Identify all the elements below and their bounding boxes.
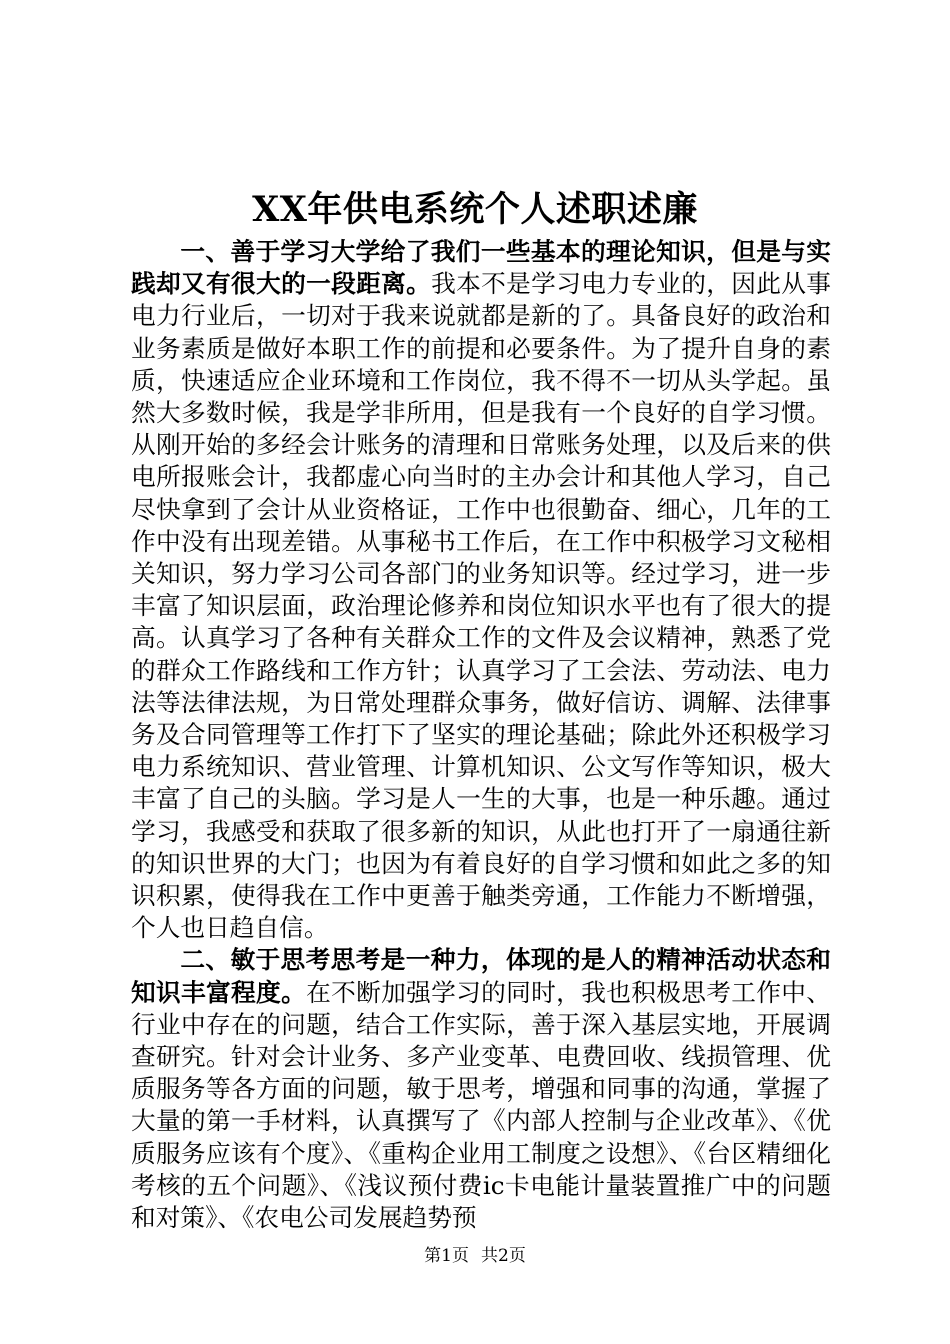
paragraph-heading: 二、敏于思考思考是一种力，体现的是人的精神活动状态和知识丰富程度。 (131, 945, 831, 1007)
paragraph-text: 在不断加强学习的同时，我也积极思考工作中、行业中存在的问题，结合工作实际，善于深入基层实地，开展调查研究。针对会计业务、多产业变革、电费回收、线损管理、优质服务等各方面的问题，敏于思考，增强和同事的沟通，掌握了大量的第一手材料，认真撰写了《内部人控制与企业改革》、《优质服务应该有个度》、《重构企业用工制度之设想》、《台区精细化考核的五个问题》、《浅议预付费ic卡电能计量装置推广中的问题和对策》、《农电公司发展趋势预 (131, 977, 831, 1233)
paragraph-thinking (131, 944, 831, 1234)
document-body (131, 236, 831, 1234)
page-number: 第1页 (424, 1246, 469, 1266)
page-total: 共2页 (481, 1246, 526, 1266)
paragraph-text: 我本不是学习电力专业的，因此从事电力行业后，一切对于我来说就都是新的了。具备良好的政治和业务素质是做好本职工作的前提和必要条件。为了提升自身的素质，快速适应企业环境和工作岗位，我不得不一切从头学起。虽然大多数时候，我是学非所用，但是我有一个良好的自学习惯。从刚开始的多经会计账务的清理和日常账务处理，以及后来的供电所报账会计，我都虚心向当时的主办会计和其他人学习，自己尽快拿到了会计从业资格证，工作中也很勤奋、细心，几年的工作中没有出现差错。从事秘书工作后，在工作中积极学习文秘相关知识，努力学习公司各部门的业务知识等。经过学习，进一步丰富了知识层面，政治理论修养和岗位知识水平也有了很大的提高。认真学习了各种有关群众工作的文件及会议精神，熟悉了党的群众工作路线和工作方针；认真学习了工会法、劳动法、电力法等法律法规，为日常处理群众事务，做好信访、调解、法律事务及合同管理等工作打下了坚实的理论基础；除此外还积极学习电力系统知识、营业管理、计算机知识、公文写作等知识，极大丰富了自己的头脑。学习是人一生的大事，也是一种乐趣。通过学习，我感受和获取了很多新的知识，从此也打开了一扇通往新的知识世界的大门；也因为有着良好的自学习惯和如此之多的知识积累，使得我在工作中更善于触类旁通，工作能力不断增强，个人也日趋自信。 (131, 269, 831, 943)
page-footer (0, 1244, 950, 1268)
paragraph-learning (131, 236, 831, 944)
document-title: XX年供电系统个人述职述廉 (252, 189, 698, 230)
paragraph-heading: 一、善于学习大学给了我们一些基本的理论知识，但是与实践却又有很大的一段距离。 (131, 237, 831, 299)
